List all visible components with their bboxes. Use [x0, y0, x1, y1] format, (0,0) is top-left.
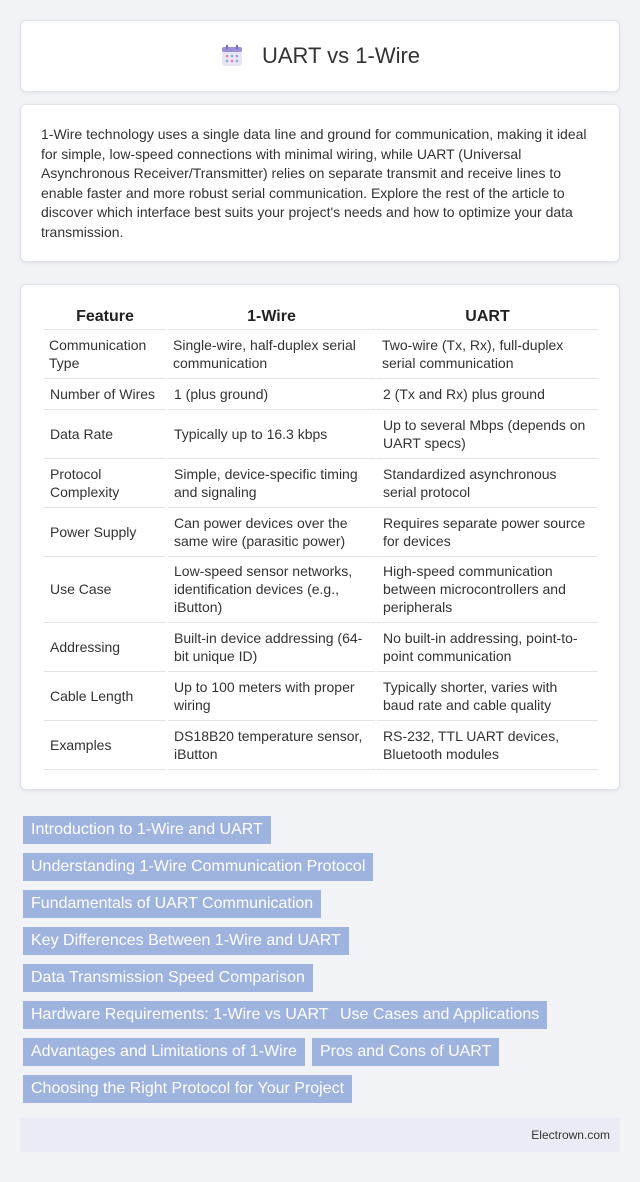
cell-feature: Protocol Complexity	[43, 458, 167, 507]
link-choosing-protocol[interactable]: Choosing the Right Protocol for Your Project	[23, 1075, 352, 1103]
table-row	[43, 622, 598, 671]
cell-feature: Communication Type	[43, 329, 167, 378]
link-key-differences[interactable]: Key Differences Between 1-Wire and UART	[23, 927, 349, 955]
cell-uart: Up to several Mbps (depends on UART specs)	[376, 409, 598, 458]
cell-1wire: DS18B20 temperature sensor, iButton	[167, 720, 376, 769]
footer-brand: Electrown.com	[531, 1128, 610, 1142]
cell-1wire: Can power devices over the same wire (parasitic power)	[167, 507, 376, 556]
page-header	[20, 20, 620, 92]
cell-1wire: Single-wire, half-duplex serial communication	[167, 329, 376, 378]
cell-uart: RS-232, TTL UART devices, Bluetooth modules	[376, 720, 598, 769]
cell-uart: Two-wire (Tx, Rx), full-duplex serial communication	[376, 329, 598, 378]
table-row	[43, 329, 598, 378]
cell-feature: Use Case	[43, 556, 167, 622]
table-row	[43, 507, 598, 556]
link-use-cases[interactable]: Use Cases and Applications	[332, 1001, 547, 1029]
comparison-table	[42, 305, 598, 770]
cell-feature: Addressing	[43, 622, 167, 671]
cell-feature: Examples	[43, 720, 167, 769]
cell-feature: Number of Wires	[43, 378, 167, 409]
cell-feature: Cable Length	[43, 671, 167, 720]
cell-1wire: 1 (plus ground)	[167, 378, 376, 409]
cell-uart: No built-in addressing, point-to-point communication	[376, 622, 598, 671]
cell-feature: Power Supply	[43, 507, 167, 556]
link-uart-fundamentals[interactable]: Fundamentals of UART Communication	[23, 890, 321, 918]
table-row	[43, 378, 598, 409]
cell-1wire: Simple, device-specific timing and signaling	[167, 458, 376, 507]
cell-1wire: Typically up to 16.3 kbps	[167, 409, 376, 458]
cell-1wire: Up to 100 meters with proper wiring	[167, 671, 376, 720]
cell-uart: Requires separate power source for devices	[376, 507, 598, 556]
link-1wire-protocol[interactable]: Understanding 1-Wire Communication Protocol	[23, 853, 373, 881]
table-row	[43, 409, 598, 458]
intro-text: 1-Wire technology uses a single data line and ground for communication, making it ideal for simple, low-speed connections with minimal wiring, while UART (Universal Asynchronous Receiver/Transmitter) relies on separate transmit and receive lines to enable faster and more robust serial communication. Explore the rest of the article to discover which interface best suits your project's needs and how to optimize your data transmission.	[41, 126, 587, 240]
header-uart: UART	[376, 305, 598, 329]
link-introduction[interactable]: Introduction to 1-Wire and UART	[23, 816, 271, 844]
header-1wire: 1-Wire	[167, 305, 376, 329]
cell-uart: High-speed communication between microcontrollers and peripherals	[376, 556, 598, 622]
page-footer	[20, 1118, 620, 1152]
table-row	[43, 671, 598, 720]
cell-uart: Standardized asynchronous serial protocol	[376, 458, 598, 507]
table-row	[43, 458, 598, 507]
cell-uart: Typically shorter, varies with baud rate and cable quality	[376, 671, 598, 720]
link-uart-pros-cons[interactable]: Pros and Cons of UART	[312, 1038, 499, 1066]
link-speed-comparison[interactable]: Data Transmission Speed Comparison	[23, 964, 313, 992]
table-header-row	[43, 305, 598, 329]
page-title: UART vs 1-Wire	[261, 43, 421, 68]
cell-uart: 2 (Tx and Rx) plus ground	[376, 378, 598, 409]
header-feature: Feature	[43, 305, 167, 329]
link-1wire-advantages[interactable]: Advantages and Limitations of 1-Wire	[23, 1038, 305, 1066]
calendar-icon	[220, 44, 244, 68]
table-row	[43, 720, 598, 769]
comparison-card	[20, 284, 620, 790]
cell-1wire: Built-in device addressing (64-bit unique ID)	[167, 622, 376, 671]
table-row	[43, 556, 598, 622]
link-hardware-requirements[interactable]: Hardware Requirements: 1-Wire vs UART	[23, 1001, 337, 1029]
intro-card	[20, 104, 620, 262]
cell-feature: Data Rate	[43, 409, 167, 458]
cell-1wire: Low-speed sensor networks, identification devices (e.g., iButton)	[167, 556, 376, 622]
